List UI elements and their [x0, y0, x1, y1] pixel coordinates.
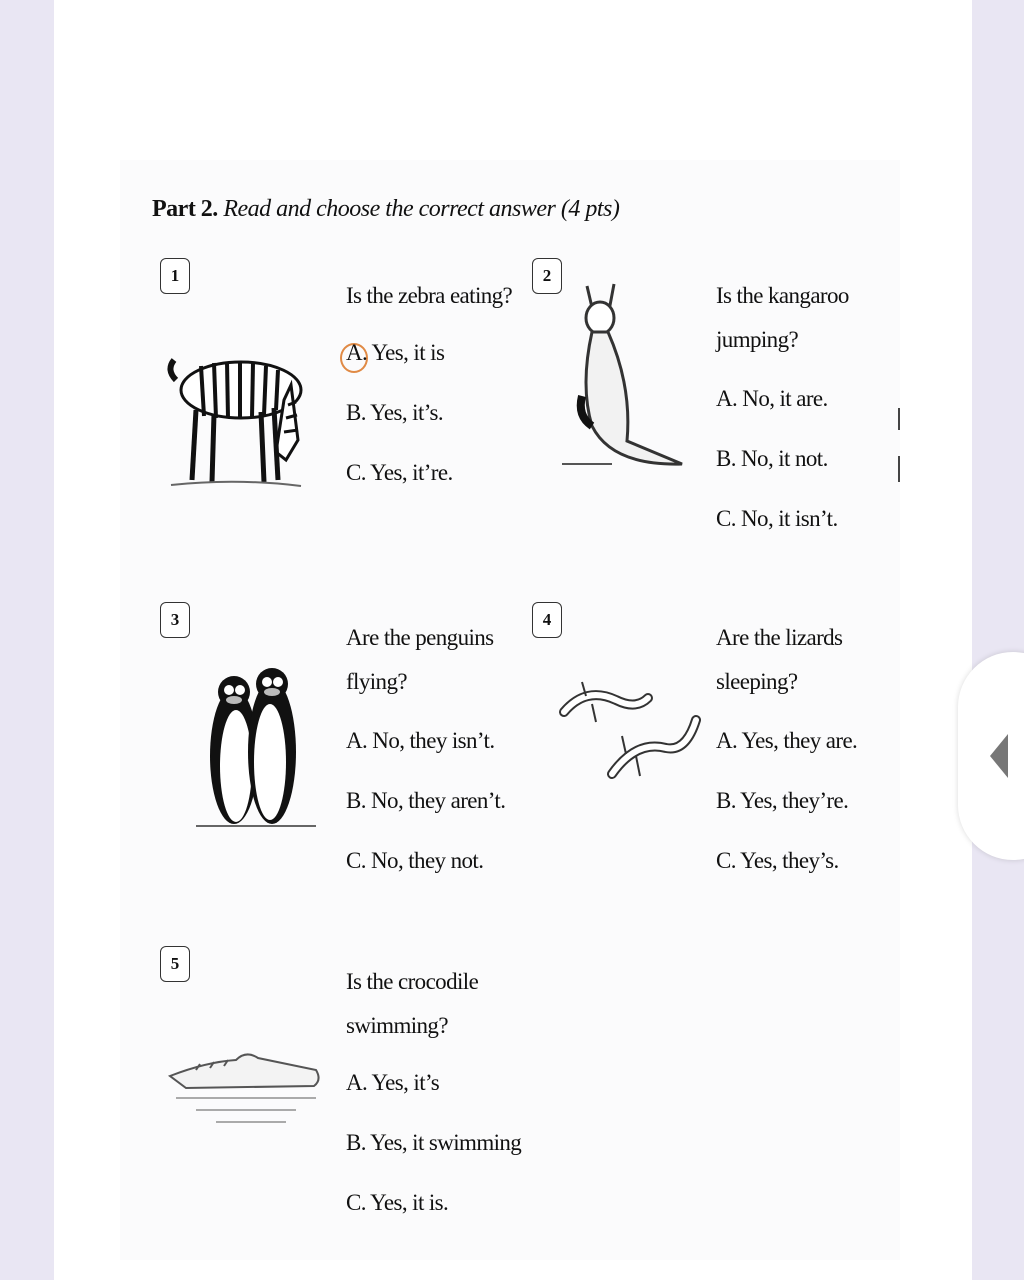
chevron-left-icon	[990, 734, 1008, 778]
question-4-option-c[interactable]: C. Yes, they’s.	[716, 848, 839, 873]
question-1-option-a[interactable]: A. Yes, it is	[346, 340, 445, 365]
question-1-option-b[interactable]: B. Yes, it’s.	[346, 400, 444, 425]
question-3-text-line2: flying?	[346, 669, 407, 694]
question-4-text-line2: sleeping?	[716, 669, 798, 694]
question-4-text-line1: Are the lizards	[716, 625, 843, 650]
question-2-option-c[interactable]: C. No, it isn’t.	[716, 506, 838, 531]
question-5-option-a[interactable]: A. Yes, it’s	[346, 1070, 440, 1095]
edge-mark	[898, 408, 900, 430]
question-number-5: 5	[160, 946, 190, 982]
question-2-text-line1: Is the kangaroo	[716, 283, 849, 308]
question-5-text-line1: Is the crocodile	[346, 969, 479, 994]
instruction-text: Read and choose the correct answer (4 pts)	[223, 196, 620, 222]
question-5-text-line2: swimming?	[346, 1013, 448, 1038]
zebra-illustration	[166, 340, 306, 500]
question-4-option-a[interactable]: A. Yes, they are.	[716, 728, 858, 753]
question-3-text-line1: Are the penguins	[346, 625, 494, 650]
question-number-3: 3	[160, 602, 190, 638]
edge-mark	[898, 456, 900, 482]
question-3-option-a[interactable]: A. No, they isn’t.	[346, 728, 495, 753]
question-number-2: 2	[532, 258, 562, 294]
crocodile-illustration	[166, 1040, 326, 1140]
question-1-text: Is the zebra eating?	[346, 283, 513, 308]
question-3-option-b[interactable]: B. No, they aren’t.	[346, 788, 506, 813]
kangaroo-illustration	[552, 276, 692, 476]
question-3-option-c[interactable]: C. No, they not.	[346, 848, 484, 873]
question-number-4: 4	[532, 602, 562, 638]
penguins-illustration	[196, 656, 316, 836]
question-2-option-a[interactable]: A. No, it are.	[716, 386, 828, 411]
question-1-option-c[interactable]: C. Yes, it’re.	[346, 460, 453, 485]
question-2-option-b[interactable]: B. No, it not.	[716, 446, 828, 471]
lizards-illustration	[556, 676, 706, 796]
question-2-text-line2: jumping?	[716, 327, 799, 352]
part-label: Part 2.	[152, 196, 218, 222]
question-4-option-b[interactable]: B. Yes, they’re.	[716, 788, 849, 813]
section-heading	[152, 196, 619, 223]
question-5-option-c[interactable]: C. Yes, it is.	[346, 1190, 449, 1215]
question-number-1: 1	[160, 258, 190, 294]
question-5-option-b[interactable]: B. Yes, it swimming	[346, 1130, 522, 1155]
previous-page-tab[interactable]	[958, 652, 1024, 860]
